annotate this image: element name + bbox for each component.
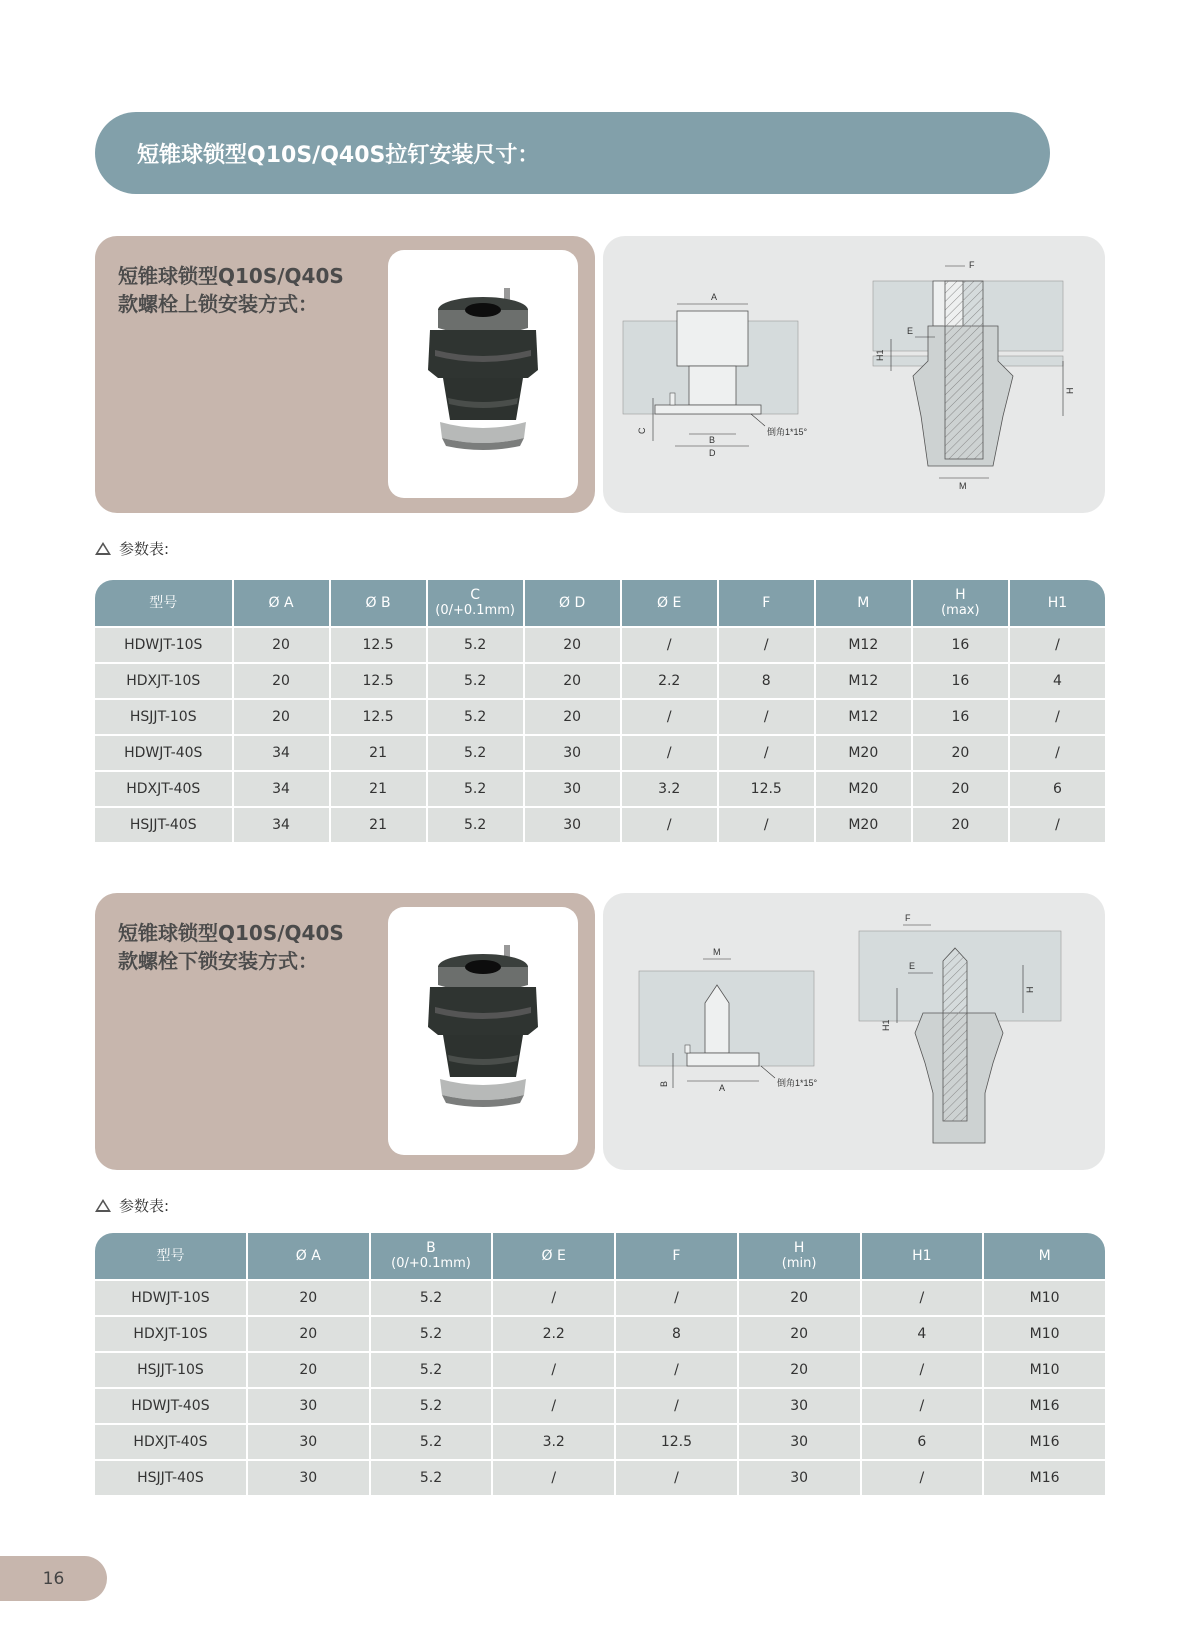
table-cell: 30 — [739, 1389, 860, 1423]
lower-table-header-row — [95, 1233, 1105, 1279]
table-cell: HDWJT-10S — [95, 628, 232, 662]
chamfer-label: 倒角1*15° — [767, 427, 808, 437]
table-row — [95, 808, 1105, 842]
table-cell: 30 — [248, 1461, 369, 1495]
lower-title-line2: 款螺栓下锁安装方式： — [118, 949, 318, 973]
table-cell: M12 — [816, 664, 911, 698]
upper-param-table — [93, 578, 1107, 844]
lower-install-diagram — [603, 893, 1105, 1170]
lower-table-body — [95, 1281, 1105, 1495]
lower-section-title — [118, 919, 368, 975]
upper-col-header: 型号 — [95, 580, 232, 626]
table-row — [95, 772, 1105, 806]
chamfer-label: 倒角1*15° — [777, 1078, 818, 1088]
lower-col-header: F — [616, 1233, 737, 1279]
upper-col-header: H (max) — [913, 580, 1008, 626]
dim-label-e: E — [907, 326, 914, 336]
lower-param-label — [95, 1195, 169, 1216]
table-cell: / — [493, 1461, 614, 1495]
table-cell: 5.2 — [428, 700, 523, 734]
table-cell: 20 — [739, 1353, 860, 1387]
table-cell: 3.2 — [622, 772, 717, 806]
table-cell: 21 — [331, 736, 426, 770]
table-cell: 6 — [862, 1425, 983, 1459]
upper-table-body — [95, 628, 1105, 842]
table-cell: HDWJT-40S — [95, 736, 232, 770]
table-cell: / — [862, 1389, 983, 1423]
table-cell: M16 — [984, 1461, 1105, 1495]
dim-label-h1: H1 — [875, 349, 885, 361]
table-cell: 5.2 — [428, 808, 523, 842]
table-cell: 4 — [862, 1317, 983, 1351]
table-row — [95, 1461, 1105, 1495]
upper-install-diagram — [603, 236, 1105, 513]
table-cell: 20 — [248, 1353, 369, 1387]
upper-lock-section — [95, 236, 1105, 836]
lower-col-header: Ø E — [493, 1233, 614, 1279]
table-cell: M16 — [984, 1389, 1105, 1423]
dim-label-f: F — [969, 260, 975, 270]
table-cell: 5.2 — [371, 1389, 492, 1423]
table-cell: HDXJT-40S — [95, 772, 232, 806]
upper-col-header: Ø D — [525, 580, 620, 626]
table-cell: 20 — [525, 664, 620, 698]
table-cell: 34 — [234, 736, 329, 770]
table-cell: 12.5 — [616, 1425, 737, 1459]
table-row — [95, 664, 1105, 698]
table-cell: 20 — [913, 772, 1008, 806]
table-cell: / — [1010, 736, 1105, 770]
table-cell: 20 — [248, 1281, 369, 1315]
table-cell: HSJJT-10S — [95, 1353, 246, 1387]
table-cell: 8 — [616, 1317, 737, 1351]
table-row — [95, 1317, 1105, 1351]
lower-diagram-panel — [603, 893, 1105, 1170]
table-cell: / — [616, 1389, 737, 1423]
upper-param-label-text: 参数表: — [119, 540, 170, 558]
table-cell: / — [719, 628, 814, 662]
table-cell: / — [862, 1461, 983, 1495]
table-cell: 4 — [1010, 664, 1105, 698]
table-cell: HSJJT-10S — [95, 700, 232, 734]
table-cell: / — [616, 1353, 737, 1387]
page-number: 16 — [42, 1568, 65, 1589]
table-cell: / — [493, 1353, 614, 1387]
pull-stud-image — [388, 907, 578, 1155]
table-row — [95, 700, 1105, 734]
upper-col-header: M — [816, 580, 911, 626]
table-cell: 20 — [913, 736, 1008, 770]
dim-label-m: M — [713, 947, 721, 957]
table-cell: / — [719, 736, 814, 770]
table-cell: 20 — [234, 628, 329, 662]
upper-col-header: F — [719, 580, 814, 626]
table-cell: 30 — [248, 1425, 369, 1459]
table-cell: M10 — [984, 1317, 1105, 1351]
table-cell: 12.5 — [331, 664, 426, 698]
table-row — [95, 1425, 1105, 1459]
dim-label-d: D — [709, 448, 716, 458]
lower-col-header: H (min) — [739, 1233, 860, 1279]
table-cell: M20 — [816, 772, 911, 806]
dim-label-h: H — [1025, 986, 1035, 993]
table-cell: 6 — [1010, 772, 1105, 806]
lower-col-header: Ø A — [248, 1233, 369, 1279]
table-cell: M20 — [816, 736, 911, 770]
upper-col-header: Ø B — [331, 580, 426, 626]
table-cell: 21 — [331, 808, 426, 842]
table-cell: 34 — [234, 808, 329, 842]
page-title: 短锥球锁型Q10S/Q40S拉钉安装尺寸： — [137, 142, 540, 168]
lower-title-line1: 短锥球锁型Q10S/Q40S — [118, 921, 344, 945]
table-cell: 2.2 — [493, 1317, 614, 1351]
table-cell: HSJJT-40S — [95, 808, 232, 842]
table-cell: 20 — [234, 664, 329, 698]
dim-label-a: A — [719, 1083, 726, 1093]
table-cell: 34 — [234, 772, 329, 806]
table-cell: M16 — [984, 1425, 1105, 1459]
table-cell: / — [622, 628, 717, 662]
dim-label-c: C — [637, 427, 647, 434]
table-cell: / — [862, 1353, 983, 1387]
pull-stud-image — [388, 250, 578, 498]
table-cell: 12.5 — [719, 772, 814, 806]
table-cell: / — [493, 1389, 614, 1423]
dim-label-e: E — [909, 961, 916, 971]
lower-product-photo — [388, 907, 578, 1155]
lower-lock-section — [95, 893, 1105, 1513]
table-cell: 12.5 — [331, 700, 426, 734]
table-cell: 30 — [248, 1389, 369, 1423]
table-cell: 20 — [248, 1317, 369, 1351]
table-cell: M12 — [816, 628, 911, 662]
dim-label-f: F — [905, 913, 911, 923]
table-cell: HDXJT-10S — [95, 664, 232, 698]
upper-info-panel — [95, 236, 595, 513]
upper-title-line2: 款螺栓上锁安装方式： — [118, 292, 318, 316]
lower-param-table — [93, 1231, 1107, 1497]
upper-section-title — [118, 262, 368, 318]
table-cell: 5.2 — [371, 1425, 492, 1459]
table-cell: 5.2 — [371, 1317, 492, 1351]
table-cell: M20 — [816, 808, 911, 842]
dim-label-b: B — [709, 435, 716, 445]
table-cell: M12 — [816, 700, 911, 734]
table-cell: 5.2 — [371, 1461, 492, 1495]
table-cell: 5.2 — [428, 772, 523, 806]
table-cell: 2.2 — [622, 664, 717, 698]
table-row — [95, 1353, 1105, 1387]
table-cell: / — [719, 700, 814, 734]
table-cell: 30 — [739, 1425, 860, 1459]
table-cell: / — [616, 1461, 737, 1495]
triangle-outline-icon — [95, 542, 111, 555]
upper-col-header: H1 — [1010, 580, 1105, 626]
table-cell: HDWJT-40S — [95, 1389, 246, 1423]
table-cell: 20 — [525, 700, 620, 734]
lower-info-panel — [95, 893, 595, 1170]
lower-param-label-text: 参数表: — [119, 1197, 170, 1215]
table-cell: 20 — [913, 808, 1008, 842]
table-cell: HSJJT-40S — [95, 1461, 246, 1495]
table-cell: 30 — [525, 772, 620, 806]
table-cell: 30 — [525, 736, 620, 770]
table-cell: / — [616, 1281, 737, 1315]
table-cell: / — [622, 736, 717, 770]
dim-label-m: M — [959, 481, 967, 491]
triangle-outline-icon — [95, 1199, 111, 1212]
table-cell: / — [622, 808, 717, 842]
table-cell: HDXJT-10S — [95, 1317, 246, 1351]
page-number-tab — [0, 1556, 107, 1601]
lower-col-header: M — [984, 1233, 1105, 1279]
upper-param-label — [95, 538, 169, 559]
table-cell: 20 — [525, 628, 620, 662]
upper-product-photo — [388, 250, 578, 498]
upper-title-line1: 短锥球锁型Q10S/Q40S — [118, 264, 344, 288]
upper-diagram-panel — [603, 236, 1105, 513]
dim-label-h: H — [1065, 387, 1075, 394]
table-row — [95, 736, 1105, 770]
table-cell: 20 — [739, 1317, 860, 1351]
table-cell: HDXJT-40S — [95, 1425, 246, 1459]
table-cell: 21 — [331, 772, 426, 806]
table-row — [95, 1389, 1105, 1423]
dim-label-b: B — [659, 1080, 669, 1087]
table-cell: 20 — [234, 700, 329, 734]
table-cell: 12.5 — [331, 628, 426, 662]
table-cell: / — [1010, 628, 1105, 662]
upper-col-header: Ø E — [622, 580, 717, 626]
table-cell: / — [622, 700, 717, 734]
table-cell: 5.2 — [428, 628, 523, 662]
upper-col-header: C (0/+0.1mm) — [428, 580, 523, 626]
page-header-bar — [95, 112, 1050, 194]
table-cell: / — [862, 1281, 983, 1315]
table-cell: 16 — [913, 664, 1008, 698]
table-cell: / — [1010, 700, 1105, 734]
table-cell: / — [493, 1281, 614, 1315]
lower-col-header: 型号 — [95, 1233, 246, 1279]
table-cell: 16 — [913, 628, 1008, 662]
lower-col-header: B (0/+0.1mm) — [371, 1233, 492, 1279]
table-cell: M10 — [984, 1353, 1105, 1387]
dim-label-a: A — [711, 292, 718, 302]
table-cell: HDWJT-10S — [95, 1281, 246, 1315]
table-cell: 8 — [719, 664, 814, 698]
table-cell: 3.2 — [493, 1425, 614, 1459]
table-cell: 16 — [913, 700, 1008, 734]
dim-label-h1: H1 — [881, 1019, 891, 1031]
lower-col-header: H1 — [862, 1233, 983, 1279]
table-cell: 5.2 — [371, 1353, 492, 1387]
upper-col-header: Ø A — [234, 580, 329, 626]
table-cell: 5.2 — [428, 664, 523, 698]
table-cell: 30 — [739, 1461, 860, 1495]
table-cell: / — [1010, 808, 1105, 842]
table-row — [95, 1281, 1105, 1315]
table-row — [95, 628, 1105, 662]
table-cell: / — [719, 808, 814, 842]
table-cell: M10 — [984, 1281, 1105, 1315]
table-cell: 5.2 — [428, 736, 523, 770]
table-cell: 20 — [739, 1281, 860, 1315]
table-cell: 30 — [525, 808, 620, 842]
upper-table-header-row — [95, 580, 1105, 626]
table-cell: 5.2 — [371, 1281, 492, 1315]
